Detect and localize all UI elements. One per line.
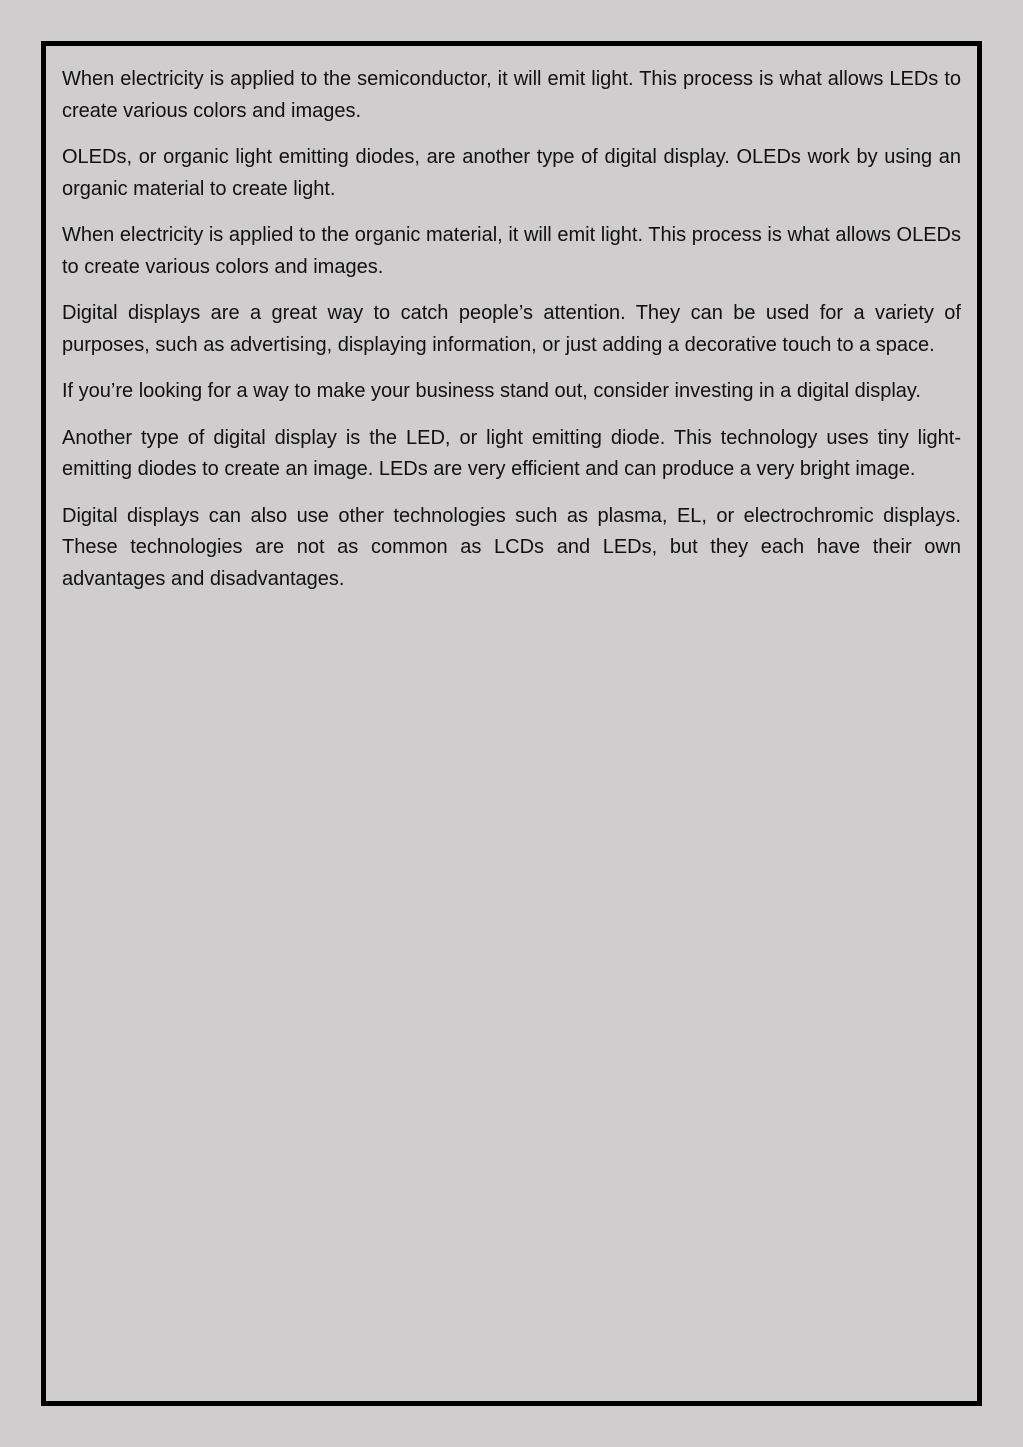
- paragraph-4: Digital displays are a great way to catch people’s attention. They can be used for a variety of purposes, such as advertising, displaying information, or just adding a decorative touch to a space.: [62, 302, 961, 356]
- page-frame: [41, 41, 982, 1406]
- paragraph-3: When electricity is applied to the organic material, it will emit light. This process is what allows OLEDs to create various colors and images.: [62, 224, 961, 278]
- paragraph-2: OLEDs, or organic light emitting diodes, are another type of digital display. OLEDs work by using an organic material to create light.: [62, 146, 961, 200]
- paragraph-1: When electricity is applied to the semiconductor, it will emit light. This process is what allows LEDs to create various colors and images.: [62, 68, 961, 122]
- document-body: [62, 64, 961, 610]
- paragraph-6: Another type of digital display is the LED, or light emitting diode. This technology uses tiny light-emitting diodes to create an image. LEDs are very efficient and can produce a very bright image.: [62, 426, 961, 480]
- paragraph-7: Digital displays can also use other technologies such as plasma, EL, or electrochromic displays. These technologies are not as common as LCDs and LEDs, but they each have their own advantages and disadvantages.: [62, 504, 961, 590]
- paragraph-5: If you’re looking for a way to make your business stand out, consider investing in a digital display.: [62, 380, 921, 402]
